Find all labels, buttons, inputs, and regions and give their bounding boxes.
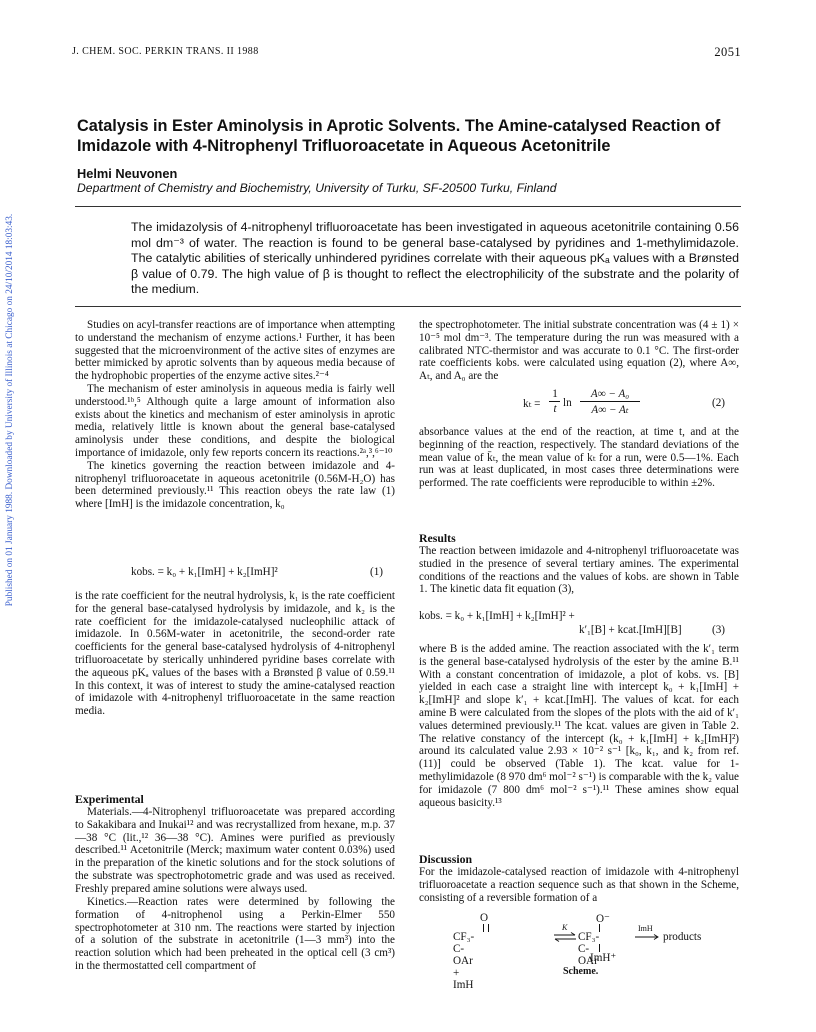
equation-2-frac2-den: A∞ − Aₜ bbox=[591, 404, 629, 416]
intro-paragraph-4: is the rate coefficient for the neutral hydrolysis, k₁ is the rate coefficient for the general base-catalysed hydrolysis by imidazole, and k₂ is the rate coefficient for the imidazole-catalysed nucleophilic attack of imidazole. In 0.56M-water in acetonitrile, the second-order rate coefficients for the general base-catalysed hydrolysis of 4-nitrophenyl trifluoroacetate by sterically unhindered pyridine bases correlate with the aqueous pKₐ values of the bases with a Brønsted β value of 0.59.¹¹ In this context, it was of interest to study the amine-catalysed reaction of imidazole with 4-nitrophenyl trifluoroacetate in the same reaction media. bbox=[75, 590, 395, 718]
scheme-caption: Scheme. bbox=[563, 966, 599, 977]
materials-paragraph: Materials.—4-Nitrophenyl trifluoroacetate was prepared according to Sakakibara and Inukai¹² and was recrystallized from hexane, m.p. 37—38 °C (lit.,¹² 36—38 °C). Amines were purified as previously described.¹¹ Acetonitrile (Merck; maximum water content 0.03%) used in the preparation of the kinetic solutions and for the stock solutions of the substrate was spectrophotometric grade and was used as received. Freshly prepared amine solutions were always used. bbox=[75, 806, 395, 895]
scheme-products: products bbox=[663, 931, 702, 943]
equation-3-number: (3) bbox=[712, 624, 725, 636]
top-rule bbox=[75, 206, 741, 207]
equation-2-frac2-num: A∞ − A₀ bbox=[590, 388, 630, 400]
discussion-heading: Discussion bbox=[419, 852, 473, 866]
kinetics-paragraph: Kinetics.—Reaction rates were determined by following the formation of 4-nitrophenol using a Perkin-Elmer 550 spectrophotometer at 310 nm. The reactions were started by injection of a solution of the substrate in acetonitrile (1—3 mm³) into the reaction solution which had been preheated in the optical cell (3 cm³) in the thermostatted cell compartment of bbox=[75, 896, 395, 972]
results-heading: Results bbox=[419, 531, 456, 545]
page-number: 2051 bbox=[714, 45, 741, 59]
equation-2-frac1-num: 1 bbox=[552, 388, 558, 400]
equation-3-line2: k′₁[B] + kcat.[ImH][B] bbox=[579, 624, 682, 636]
download-watermark-text: Published on 01 January 1988. Downloaded by University of Illinois at Chicago on 24/10/2014 18:03:43. bbox=[5, 213, 15, 607]
forward-arrow-icon bbox=[634, 934, 660, 942]
experimental-heading: Experimental bbox=[75, 792, 144, 806]
equation-1: kobs. = k₀ + k₁[ImH] + k₂[ImH]² bbox=[131, 566, 278, 578]
discussion-block bbox=[419, 866, 739, 904]
materials-block bbox=[75, 806, 395, 896]
right-column bbox=[419, 319, 739, 383]
equation-2-frac1-den: t bbox=[553, 403, 557, 415]
discussion-paragraph: For the imidazole-catalysed reaction of imidazole with 4-nitrophenyl trifluoroacetate a reaction sequence such as that shown in the Scheme, consisting of a reversible formation of a bbox=[419, 866, 739, 904]
results-block-2 bbox=[419, 643, 739, 809]
scheme-reactants: CF₃-C-OAr + ImH bbox=[453, 931, 475, 991]
author-affiliation: Department of Chemistry and Biochemistry, University of Turku, SF-20500 Turku, Finland bbox=[77, 181, 557, 195]
equation-2-frac1-bar bbox=[549, 401, 560, 402]
methods-paragraph-2: absorbance values at the end of the reaction, at time t, and at the beginning of the reaction, respectively. The standard deviations of the mean value of k̄ₜ, the mean value of kₜ for a run, were 0.5—1%. Each run was at least duplicated, in most cases three determinations were performed. The rate coefficients were reproducible to within ±2%. bbox=[419, 426, 739, 490]
kinetics-block bbox=[75, 896, 395, 973]
download-watermark bbox=[0, 0, 22, 1032]
equation-2-number: (2) bbox=[712, 397, 725, 409]
scheme-intermediate: CF₃-C-OAr bbox=[578, 931, 600, 967]
results-paragraph-2: where B is the added amine. The reaction associated with the k′₁ term is the general base-catalysed hydrolysis of the ester by the amine B.¹¹ With a constant concentration of imidazole, a plot of kobs. vs. [B] yielded in each case a straight line with intercept k₀ + k₁[ImH] + k₂[ImH]² and slope k′₁ + kcat.[ImH]. The values of kcat. for each amine B were calculated from the slopes of the plots with the aid of k′₁ values determined previously.¹¹ The kcat. values are given in Table 2. The relative constancy of the intercept (k₀ + k₁[ImH] + k₂[ImH]²) around its calculated value 2.93 × 10⁻² s⁻¹ [k₀, k₁, and k₂ from ref. (11)] could be observed (Table 1). The kcat. value for 1-methylimidazole (8 970 dm⁶ mol⁻² s⁻¹) is comparable with the k₂ value for imidazole (7 800 dm⁶ mol⁻² s⁻¹).¹¹ These amines show equal aqueous basicity.¹³ bbox=[419, 643, 739, 809]
equation-2-lhs: kₜ = bbox=[523, 398, 541, 410]
methods-paragraph: the spectrophotometer. The initial substrate concentration was (4 ± 1) × 10⁻⁵ mol dm⁻³. The temperature during the run was measured with a calibrated NTC-thermistor and was accurate to 0.1 °C. The first-order rate coefficients kobs. were calculated using equation (2), where A∞, Aₜ, and A₀ are the bbox=[419, 319, 739, 383]
abstract: The imidazolysis of 4-nitrophenyl trifluoroacetate has been investigated in aqueous acetonitrile containing 0.56 mol dm⁻³ of water. The reaction is found to be general base-catalysed by pyridines and 1-methylimidazole. The catalytic abilities of sterically unhindered pyridines correlate with their aqueous pKₐ values with a Brønsted β value of 0.79. The high value of β is thought to reflect the electrophilicity of the substrate and the polarity of the medium. bbox=[131, 220, 739, 297]
abstract-rule bbox=[75, 306, 741, 307]
equation-1-number: (1) bbox=[370, 566, 383, 578]
scheme-imh-label: ImH bbox=[638, 924, 653, 933]
left-column-cont bbox=[75, 590, 395, 718]
equation-3-line1: kobs. = k₀ + k₁[ImH] + k₂[ImH]² + bbox=[419, 610, 575, 622]
article-title: Catalysis in Ester Aminolysis in Aprotic Solvents. The Amine-catalysed Reaction of Imidazole with 4-Nitrophenyl Trifluoroacetate in Aqueous Acetonitrile bbox=[77, 117, 721, 155]
intro-paragraph-2: The mechanism of ester aminolysis in aqueous media is fairly well understood.¹ᵇ,⁵ Although quite a large amount of information also exists about the kinetics and mechanism of ester aminolysis in aprotic media, relatively little is known about the general base-catalysed aminolysis under these conditions, and despite the biological importance of imidazole, only few reports concern its reactions.²ᵃ,³,⁶⁻¹⁰ bbox=[75, 382, 395, 459]
equation-2-ln: ln bbox=[563, 397, 572, 409]
author-name: Helmi Neuvonen bbox=[77, 166, 178, 181]
results-block bbox=[419, 545, 739, 596]
scheme-oxyanion: O⁻ bbox=[596, 913, 610, 925]
right-column-cont bbox=[419, 426, 739, 490]
scheme-k-label: K bbox=[562, 923, 568, 932]
left-column bbox=[75, 319, 395, 511]
scheme-double-bond bbox=[483, 924, 489, 932]
scheme-carbonyl-o: O bbox=[480, 912, 489, 924]
intro-paragraph-1: Studies on acyl-transfer reactions are of importance when attempting to understand the mechanism of enzyme actions.¹ Further, it has been suggested that the microenvironment of the active sites of enzymes are better mimicked by aprotic solvents than by aqueous media because of the hydrophobic properties of the enzyme active sites.²⁻⁴ bbox=[75, 319, 395, 383]
results-paragraph-1: The reaction between imidazole and 4-nitrophenyl trifluoroacetate was studied in the presence of several tertiary amines. The experimental conditions of the reactions and the values of kobs. are shown in Table 1. The kinetic data fit equation (3), bbox=[419, 545, 739, 596]
scheme-imh-plus: ImH⁺ bbox=[590, 952, 617, 964]
journal-running-head: J. CHEM. SOC. PERKIN TRANS. II 1988 bbox=[72, 46, 259, 57]
intro-paragraph-3: The kinetics governing the reaction between imidazole and 4-nitrophenyl trifluoroacetate in aqueous acetonitrile (0.56M-H₂O) has been determined previously.¹¹ This reaction obeys the rate law (1) where [ImH] is the imidazole concentration, k₀ bbox=[75, 459, 395, 511]
equilibrium-arrow-icon bbox=[553, 932, 577, 942]
equation-2-frac2-bar bbox=[580, 401, 640, 402]
